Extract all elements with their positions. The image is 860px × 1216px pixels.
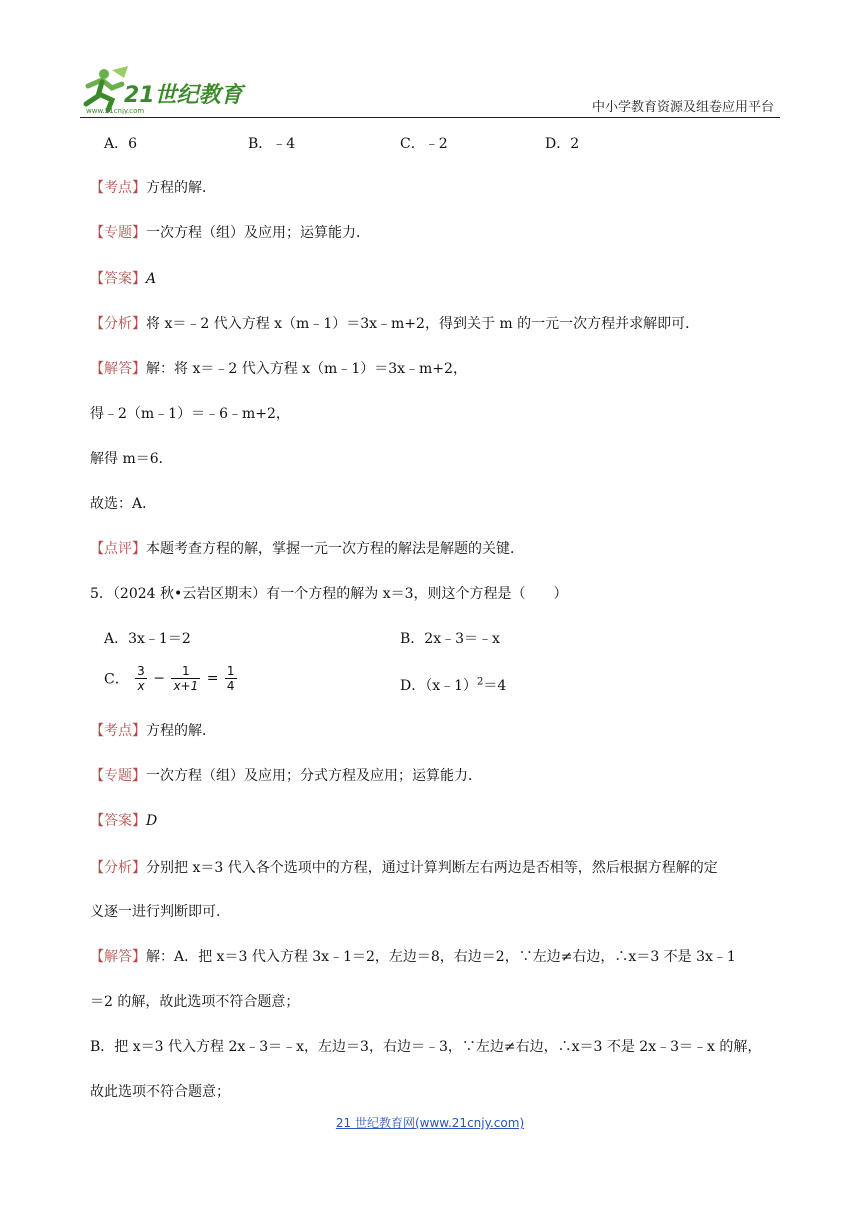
site-logo — [78, 66, 258, 114]
q5-option-a: A．3x﹣1＝2 — [104, 631, 191, 647]
q4-fenxi: 【分析】将 x＝﹣2 代入方程 x（m﹣1）＝3x﹣m+2，得到关于 m 的一元一次方程并求解即可． — [90, 316, 700, 332]
q5-option-c: C． $\frac{3}{x}$ − $\frac{1}{x+1}$ = $\frac{1}{4}$ — [104, 664, 235, 693]
q5-fenxi-line-1: 【分析】分别把 x＝3 代入各个选项中的方程，通过计算判断左右两边是否相等，然后根据方程解的定 — [90, 860, 718, 876]
q5-jieda-line-3: B．把 x＝3 代入方程 2x﹣3＝﹣x，左边＝3，右边＝﹣3，∵左边≠右边，∴x＝3 不是 2x﹣3＝﹣x 的解， — [90, 1039, 762, 1055]
logo-text: 21世纪教育 — [124, 83, 243, 108]
q4-jieda-line-1: 【解答】解：将 x＝﹣2 代入方程 x（m﹣1）＝3x﹣m+2， — [90, 361, 467, 377]
logo-url: www.21cnjy.com — [86, 107, 145, 114]
q4-zhuanti: 【专题】一次方程（组）及应用；运算能力． — [90, 225, 370, 241]
q4-option-b: B．﹣4 — [248, 136, 296, 152]
q4-option-d: D．2 — [545, 136, 580, 152]
q5-answer: 【答案】D — [90, 813, 158, 829]
q4-answer: 【答案】A — [90, 271, 157, 287]
q5-option-d: D．（x﹣1）$^2$＝4 — [400, 676, 507, 694]
q5-zhuanti: 【专题】一次方程（组）及应用；分式方程及应用；运算能力． — [90, 768, 482, 784]
fraction: $\frac{3}{x}$ — [137, 664, 145, 693]
q4-jieda-line-2: 得﹣2（m﹣1）＝﹣6﹣m+2， — [90, 406, 290, 422]
q5-jieda-line-1: 【解答】解：A．把 x＝3 代入方程 3x﹣1＝2，左边＝8，右边＝2，∵左边≠右边，∴x＝3 不是 3x﹣1 — [90, 949, 736, 965]
runner-icon — [86, 66, 128, 110]
q5-jieda-line-4: 故此选项不符合题意； — [90, 1084, 230, 1100]
q4-option-c: C．﹣2 — [400, 136, 448, 152]
q5-jieda-line-2: ＝2 的解，故此选项不符合题意； — [90, 994, 300, 1010]
q5-option-b: B．2x﹣3＝﹣x — [400, 631, 500, 647]
fraction: $\frac{1}{4}$ — [226, 664, 235, 693]
q4-jieda-line-4: 故选：A． — [90, 496, 157, 512]
q4-kaodian: 【考点】方程的解． — [90, 180, 216, 196]
q4-jieda-line-3: 解得 m＝6． — [90, 451, 173, 467]
footer-link[interactable]: 21 世纪教育网(www.21cnjy.com) — [335, 1116, 525, 1130]
q5-fenxi-line-2: 义逐一进行判断即可． — [90, 904, 230, 920]
q4-option-a: A．6 — [104, 136, 138, 152]
fraction: $\frac{1}{x+1}$ — [173, 664, 199, 693]
platform-name: 中小学教育资源及组卷应用平台 — [591, 100, 774, 115]
q5-kaodian: 【考点】方程的解． — [90, 723, 216, 739]
q5-stem: 5．（2024 秋•云岩区期末）有一个方程的解为 x＝3，则这个方程是（ ） — [90, 586, 568, 602]
q4-dianping: 【点评】本题考查方程的解，掌握一元一次方程的解法是解题的关键． — [90, 541, 524, 557]
header-divider — [80, 117, 780, 118]
